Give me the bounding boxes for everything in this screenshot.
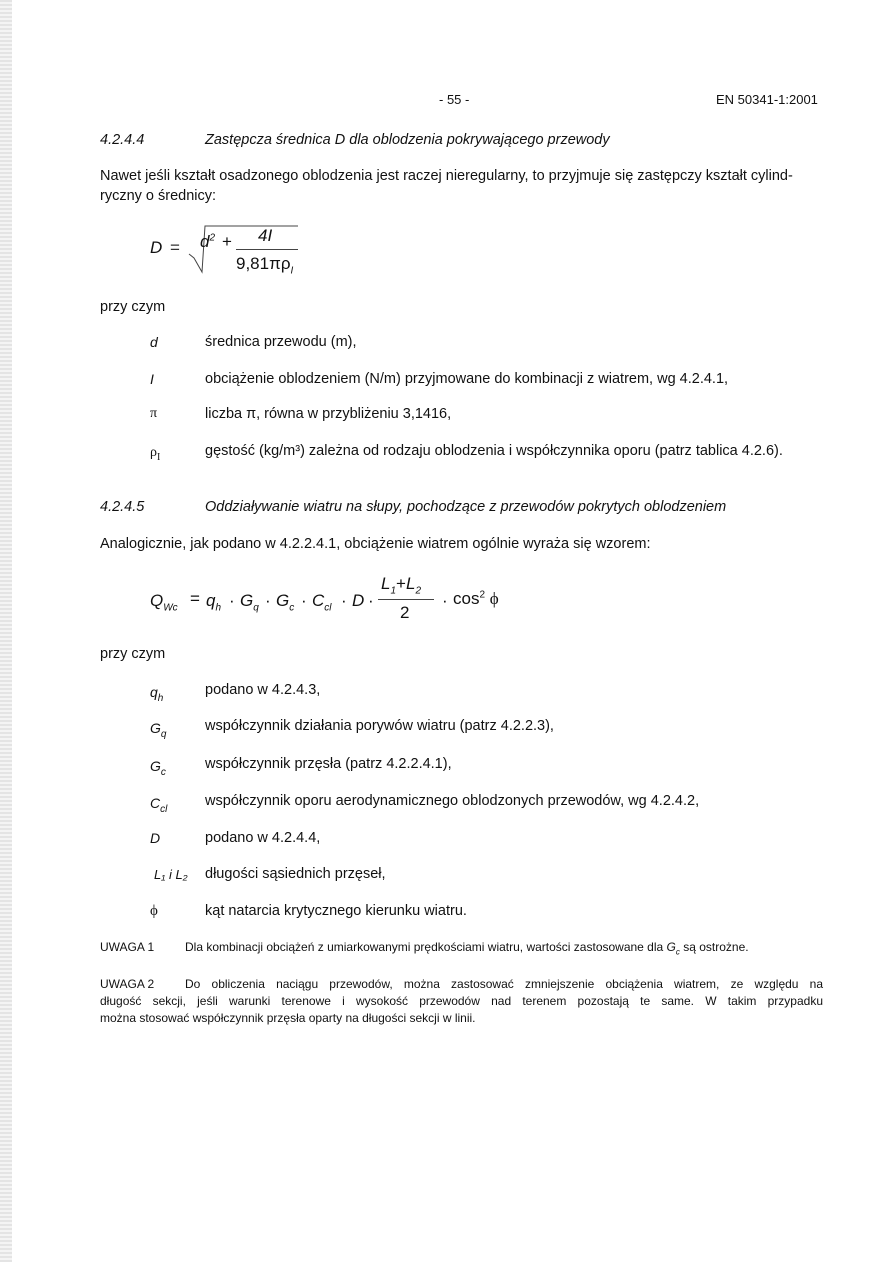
formula-dot: · <box>442 591 448 610</box>
formula-dot: · <box>301 591 307 610</box>
formula-dot: · <box>341 591 347 610</box>
formula-dot: · <box>265 591 271 610</box>
definition-symbol: I <box>150 371 154 387</box>
section-number: 4.2.4.4 <box>100 132 145 148</box>
formula-d-term: $d^2$ <box>200 232 216 251</box>
formula-g-q: $G_q$ <box>240 591 259 614</box>
definition-symbol: $G_c$ <box>150 758 166 778</box>
definition-text: długości sąsiednich przęseł, <box>205 866 386 882</box>
definition-symbol: $q_h$ <box>150 684 164 704</box>
definition-symbol: $C_{cl}$ <box>150 795 168 815</box>
section-number: 4.2.4.5 <box>100 499 145 515</box>
definition-text: współczynnik oporu aerodynamicznego oblodzonych przewodów, wg 4.2.4.2, <box>205 793 700 809</box>
definition-text: obciążenie oblodzeniem (N/m) przyjmowane do kombinacji z wiatrem, wg 4.2.4.1, <box>205 371 729 387</box>
definition-text: średnica przewodu (m), <box>205 334 357 350</box>
fraction-bar <box>236 249 298 250</box>
definition-symbol: $G_q$ <box>150 720 167 740</box>
section-title: Zastępcza średnica D dla oblodzenia pokrywającego przewody <box>205 132 610 148</box>
formula-d: D <box>352 591 365 610</box>
definition-text: gęstość (kg/m³) zależna od rodzaju oblodzenia i współczynnika oporu (patrz tablica 4.2.6). <box>205 443 783 459</box>
paragraph-line: Analogicznie, jak podano w 4.2.2.4.1, obciążenie wiatrem ogólnie wyraża się wzorem: <box>100 536 651 552</box>
section-title: Oddziaływanie wiatru na słupy, pochodzące z przewodów pokrytych oblodzeniem <box>205 499 727 515</box>
paragraph-line: ryczny o średnicy: <box>100 188 217 204</box>
definition-text: liczba π, równa w przybliżeniu 3,1416, <box>205 406 452 422</box>
formula-q-h: $q_h$ <box>206 591 222 614</box>
formula-equals: = <box>190 589 200 608</box>
note-label: UWAGA 2 <box>100 977 155 991</box>
formula-equals: = <box>170 238 180 257</box>
formula-cos-phi: $\cos^2 \phi$ <box>453 589 499 608</box>
definition-text: współczynnik działania porywów wiatru (patrz 4.2.2.3), <box>205 718 554 734</box>
definition-text: podano w 4.2.4.4, <box>205 830 321 846</box>
formula-lhs: D <box>150 238 163 257</box>
formula-dot: · <box>229 591 235 610</box>
definition-symbol: ϕ <box>150 903 158 919</box>
formula-q-wc: $Q_{Wc}$ <box>150 591 178 614</box>
note-text: długość sekcji, jeśli warunki terenowe i wysokość przewodów nad terenem pozostają te same. W takim przypadku <box>100 994 823 1008</box>
definition-text: podano w 4.2.4.3, <box>205 682 321 698</box>
definition-symbol: D <box>150 830 161 846</box>
scan-edge <box>0 0 12 1262</box>
formula-dot: · <box>368 591 374 610</box>
definition-text: współczynnik przęsła (patrz 4.2.2.4.1), <box>205 756 452 772</box>
formula-denominator: $9,81\pi\rho_I$ <box>236 254 294 277</box>
standard-code: EN 50341-1:2001 <box>716 92 818 107</box>
page-number: - 55 - <box>439 92 470 107</box>
formula-numerator: 4I <box>258 226 273 245</box>
formula-fraction-numerator: $L_1+L_2$ <box>381 574 421 597</box>
note-text: Do obliczenia naciągu przewodów, można zastosować zmniejszenie obciążenia wiatrem, ze względu na <box>185 977 823 991</box>
formula-plus: + <box>222 232 232 251</box>
note-text: Dla kombinacji obciążeń z umiarkowanymi prędkościami wiatru, wartości zastosowane dla $G_c$ są ostrożne. <box>185 940 749 957</box>
definition-symbol: d <box>150 334 158 350</box>
where-label: przy czym <box>100 646 166 662</box>
where-label: przy czym <box>100 299 166 315</box>
formula-fraction-denominator: 2 <box>400 603 410 622</box>
formula-c-cl: $C_{cl}$ <box>312 591 332 614</box>
note-label: UWAGA 1 <box>100 940 155 954</box>
definition-text: kąt natarcia krytycznego kierunku wiatru. <box>205 903 467 919</box>
fraction-bar <box>378 599 434 600</box>
formula-g-c: $G_c$ <box>276 591 295 614</box>
paragraph-line: Nawet jeśli kształt osadzonego oblodzenia jest raczej nieregularny, to przyjmuje się zastępczy kształt cylind- <box>100 168 793 184</box>
note-text: można stosować współczynnik przęsła oparty na długości sekcji w linii. <box>100 1011 476 1025</box>
definition-symbol: L₁ i L₂ <box>154 867 188 882</box>
definition-symbol: $\rho_I$ <box>150 445 161 463</box>
definition-symbol: π <box>150 406 158 421</box>
